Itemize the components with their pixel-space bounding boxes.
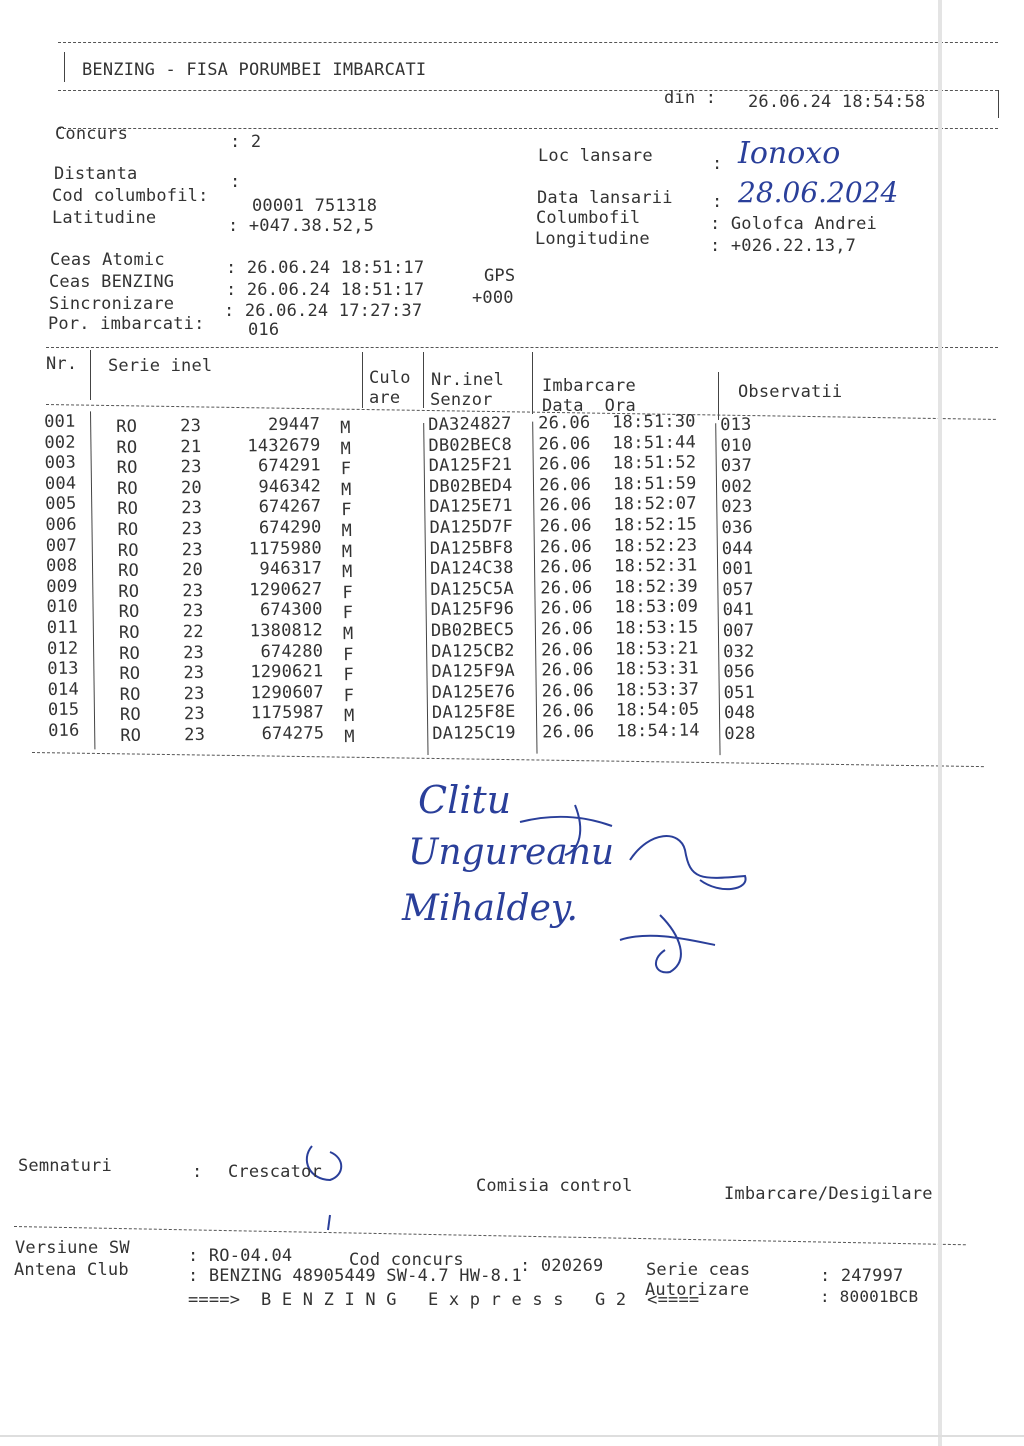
- cell-an: 20: [181, 560, 204, 581]
- cell-inel: 674267: [258, 496, 322, 518]
- data-lansarii-colon: :: [712, 192, 723, 212]
- cell-senzor: DA125D7F: [429, 516, 514, 538]
- cell-inel: 674275: [261, 723, 325, 745]
- cell-inel: 674300: [259, 599, 323, 621]
- cell-tara: RO: [118, 602, 140, 623]
- cell-data: 26.06: [541, 660, 594, 681]
- cell-inel: 1432679: [247, 434, 321, 456]
- cell-obs: 044: [721, 538, 754, 559]
- cell-inel: 946342: [258, 476, 322, 497]
- cell-senzor: DA125F9A: [431, 661, 516, 683]
- cell-tara: RO: [116, 478, 139, 499]
- cell-an: 21: [180, 436, 202, 457]
- cell-obs: 037: [720, 455, 753, 477]
- cell-ora: 18:52:23: [613, 535, 698, 557]
- cell-inel: 1290607: [250, 682, 324, 704]
- cell-tara: RO: [116, 457, 138, 479]
- cell-sex: M: [343, 706, 355, 727]
- loc-lansare-handwritten: Ionoxo: [738, 136, 841, 171]
- serie-ceas-label: Serie ceas: [646, 1260, 751, 1280]
- cell-obs: 057: [722, 579, 754, 600]
- cell-senzor: DA125F21: [428, 455, 513, 477]
- cell-data: 26.06: [540, 618, 594, 640]
- cod-concurs-value: : 020269: [520, 1256, 604, 1276]
- cell-an: 23: [182, 580, 204, 602]
- concurs-value-field: : 2: [230, 132, 262, 152]
- cell-an: 23: [184, 724, 206, 746]
- cell-inel: 946317: [259, 558, 323, 580]
- cell-ora: 18:51:59: [612, 473, 697, 495]
- cell-an: 20: [180, 477, 203, 499]
- cell-data: 26.06: [542, 721, 595, 743]
- porumbei-imbarcati-value: 016: [248, 320, 280, 340]
- autorizare-value: : 80001BCB: [820, 1287, 919, 1306]
- porumbei-imbarcati-label: Por. imbarcati:: [48, 314, 205, 334]
- cell-senzor: DA124C38: [429, 558, 514, 580]
- semnaturi-colon: :: [192, 1162, 203, 1182]
- longitudine-label: Longitudine: [535, 229, 650, 249]
- header-senzor-1: Nr.inel: [431, 370, 505, 390]
- latitudine-value-field: : +047.38.52,5: [228, 216, 375, 236]
- cell-inel: 29447: [267, 414, 321, 436]
- cell-sex: F: [340, 459, 352, 480]
- cell-tara: RO: [117, 560, 140, 582]
- cell-sex: M: [340, 479, 352, 500]
- cell-an: 23: [181, 498, 203, 519]
- cell-obs: 028: [724, 723, 756, 745]
- cell-nr: 008: [45, 555, 78, 577]
- crescator-label: Crescator: [228, 1162, 322, 1182]
- cell-data: 26.06: [540, 598, 593, 619]
- serie-ceas-value: : 247997: [820, 1266, 904, 1286]
- cell-nr: 009: [46, 576, 78, 597]
- cell-obs: 036: [721, 517, 754, 539]
- header-nr: Nr.: [46, 354, 78, 374]
- report-title: BENZING - FISA PORUMBEI IMBARCATI: [82, 60, 427, 80]
- antena-club-label: Antena Club: [14, 1260, 129, 1280]
- cell-sex: F: [343, 665, 355, 686]
- cell-senzor: DB02BEC5: [430, 619, 515, 641]
- cell-senzor: DA125E71: [429, 496, 513, 518]
- cell-ora: 18:52:39: [614, 576, 698, 598]
- cell-sex: F: [342, 582, 353, 603]
- cell-data: 26.06: [539, 557, 593, 578]
- cell-data: 26.06: [538, 454, 592, 475]
- cell-tara: RO: [119, 684, 141, 705]
- cell-obs: 048: [723, 703, 756, 724]
- ceas-atomic-value: 26.06.24 18:51:17: [246, 258, 425, 278]
- header-culoare-1: Culo: [369, 368, 411, 388]
- cell-nr: 013: [47, 658, 79, 680]
- cell-ora: 18:54:14: [616, 720, 700, 742]
- cell-senzor: DA125E76: [431, 681, 516, 703]
- cell-sex: M: [344, 726, 355, 748]
- cell-data: 26.06: [538, 433, 591, 455]
- cell-sex: M: [342, 623, 354, 645]
- cell-nr: 016: [48, 720, 80, 741]
- cell-sex: M: [340, 417, 351, 439]
- versiune-sw-value: : RO-04.04: [188, 1246, 293, 1266]
- scan-edge-shadow: [938, 0, 942, 1446]
- cell-data: 26.06: [539, 515, 592, 537]
- cell-an: 23: [180, 415, 202, 437]
- cell-nr: 011: [46, 617, 79, 638]
- report-date-label: din :: [664, 88, 717, 108]
- cell-sex: M: [341, 520, 353, 542]
- cell-ora: 18:53:31: [615, 658, 700, 680]
- cell-ora: 18:53:21: [615, 638, 699, 660]
- ceas-benzing-suffix: +000: [472, 288, 514, 308]
- cod-columbofil-label: Cod columbofil:: [52, 186, 209, 206]
- cell-inel: 674280: [260, 640, 324, 662]
- sincronizare-value-field: : 26.06.24 17:27:37: [224, 301, 423, 321]
- autorizare-label: Autorizare: [645, 1280, 750, 1300]
- cell-nr: 014: [47, 679, 80, 700]
- ceas-atomic-label: Ceas Atomic: [50, 250, 165, 270]
- signature-line-1: Clitu: [418, 778, 512, 822]
- columbofil-value-field: : Golofca Andrei: [710, 214, 877, 234]
- cell-senzor: DA125BF8: [429, 537, 514, 559]
- cell-ora: 18:51:44: [612, 432, 697, 454]
- cell-tara: RO: [119, 705, 141, 726]
- cell-an: 23: [181, 518, 203, 540]
- cell-tara: RO: [118, 581, 140, 602]
- cell-data: 26.06: [541, 639, 594, 661]
- cell-senzor: DB02BED4: [428, 475, 513, 497]
- header-imbarcare-1: Imbarcare: [542, 376, 636, 396]
- distanta-value-field: :: [230, 172, 251, 192]
- cell-tara: RO: [120, 725, 142, 747]
- cell-nr: 015: [47, 699, 80, 721]
- comisia-control-label: Comisia control: [476, 1176, 633, 1196]
- loc-lansare-colon: :: [712, 154, 723, 174]
- cell-nr: 002: [44, 432, 76, 453]
- cell-obs: 051: [723, 682, 756, 703]
- cell-inel: 1175980: [248, 537, 322, 559]
- cell-data: 26.06: [538, 412, 591, 434]
- cell-an: 23: [181, 539, 203, 560]
- cell-obs: 007: [722, 620, 755, 642]
- cell-an: 23: [182, 601, 204, 622]
- scan-bottom-edge: [0, 1435, 1024, 1437]
- cell-inel: 1380812: [249, 620, 324, 642]
- cell-senzor: DA125CB2: [431, 640, 515, 662]
- cell-inel: 1290621: [250, 661, 324, 683]
- cell-an: 23: [183, 642, 205, 663]
- cod-concurs-label: Cod concurs: [349, 1250, 464, 1270]
- cell-data: 26.06: [539, 495, 592, 516]
- distanta-label: Distanta: [54, 164, 138, 184]
- latitudine-label: Latitudine: [52, 208, 157, 228]
- cell-ora: 18:52:15: [613, 514, 698, 536]
- longitudine-value-field: : +026.22.13,7: [710, 236, 857, 256]
- cell-sex: M: [340, 438, 352, 459]
- sincronizare-label: Sincronizare: [49, 294, 175, 314]
- header-culoare-2: are: [369, 388, 401, 408]
- cell-nr: 003: [44, 452, 77, 474]
- cell-data: 26.06: [541, 680, 595, 702]
- cell-obs: 001: [721, 558, 754, 580]
- ceas-benzing-value: 26.06.24 18:51:17: [246, 280, 425, 300]
- semnaturi-label: Semnaturi: [18, 1156, 112, 1176]
- imbarcare-desigilare-label: Imbarcare/Desigilare: [724, 1184, 933, 1204]
- cell-obs: 056: [723, 661, 755, 683]
- loc-lansare-label: Loc lansare: [538, 146, 653, 166]
- report-date-value: 26.06.24 18:54:58: [748, 92, 926, 112]
- cell-tara: RO: [116, 416, 138, 438]
- cell-data: 26.06: [540, 577, 593, 599]
- cell-inel: 1175987: [250, 702, 325, 724]
- cell-nr: 006: [45, 514, 77, 535]
- cell-nr: 001: [44, 411, 76, 432]
- antena-club-value: : BENZING 48905449 SW-4.7 HW-8.1: [188, 1266, 522, 1286]
- cell-obs: 002: [720, 476, 753, 497]
- columbofil-value: Golofca Andrei: [730, 214, 877, 234]
- header-observatii: Observatii: [738, 382, 843, 402]
- cell-tara: RO: [117, 519, 139, 541]
- cell-ora: 18:51:52: [612, 452, 697, 474]
- cell-tara: RO: [119, 663, 141, 685]
- cell-obs: 023: [721, 497, 753, 518]
- cell-obs: 041: [722, 600, 755, 621]
- cell-nr: 010: [46, 596, 78, 618]
- cell-obs: 013: [720, 414, 752, 436]
- cell-an: 23: [183, 704, 205, 725]
- cod-columbofil-value: 00001 751318: [252, 196, 378, 216]
- cell-ora: 18:52:07: [613, 493, 697, 515]
- cell-nr: 004: [44, 473, 77, 494]
- latitudine-value: +047.38.52,5: [248, 216, 375, 236]
- cell-senzor: DA125C19: [432, 722, 516, 744]
- benzing-express-banner: ====> B E N Z I N G E x p r e s s G 2 <====: [188, 1290, 700, 1310]
- cell-senzor: DA125F8E: [431, 702, 516, 724]
- cell-tara: RO: [119, 643, 141, 664]
- data-lansarii-label: Data lansarii: [537, 188, 673, 208]
- cell-ora: 18:53:15: [614, 617, 699, 639]
- cell-senzor: DA125F96: [430, 599, 515, 621]
- cell-sex: F: [343, 685, 355, 706]
- cell-nr: 012: [46, 638, 79, 659]
- signature-line-2: Ungureanu: [408, 832, 615, 873]
- cell-an: 23: [183, 683, 205, 704]
- cell-tara: RO: [117, 540, 139, 561]
- cell-obs: 010: [720, 435, 752, 456]
- cell-inel: 674291: [257, 455, 321, 477]
- cell-nr: 005: [45, 493, 77, 515]
- data-lansarii-handwritten: 28.06.2024: [738, 176, 899, 209]
- versiune-sw-label: Versiune SW: [15, 1238, 130, 1258]
- cell-senzor: DA125C5A: [430, 578, 514, 600]
- cell-inel: 674290: [258, 517, 322, 539]
- cell-tara: RO: [118, 622, 140, 644]
- cell-ora: 18:52:31: [613, 555, 698, 577]
- cell-ora: 18:53:37: [615, 679, 700, 701]
- cell-an: 23: [183, 663, 205, 684]
- cell-tara: RO: [116, 437, 138, 458]
- cell-obs: 032: [723, 641, 755, 662]
- cell-sex: F: [342, 603, 354, 624]
- cell-data: 26.06: [539, 536, 593, 558]
- cell-inel: 1290627: [249, 579, 323, 601]
- header-serie-inel: Serie inel: [108, 356, 213, 376]
- signature-line-3: Mihaldey.: [402, 888, 578, 929]
- cell-ora: 18:54:05: [615, 699, 700, 721]
- concurs-label: Concurs: [55, 124, 129, 144]
- cell-ora: 18:51:30: [612, 411, 696, 433]
- header-senzor-2: Senzor: [430, 390, 493, 410]
- cell-an: 22: [182, 621, 204, 643]
- cell-nr: 007: [45, 535, 78, 556]
- cell-data: 26.06: [541, 701, 595, 722]
- cell-senzor: DA324827: [428, 413, 512, 435]
- longitudine-value: +026.22.13,7: [730, 236, 857, 256]
- ceas-atomic-value-field: : 26.06.24 18:51:17: [226, 258, 425, 278]
- cell-data: 26.06: [538, 474, 592, 496]
- cell-sex: F: [341, 500, 352, 521]
- cell-sex: M: [341, 562, 353, 583]
- cell-senzor: DB02BEC8: [428, 434, 513, 456]
- columbofil-label: Columbofil: [536, 208, 641, 228]
- ceas-benzing-label: Ceas BENZING: [49, 272, 175, 292]
- ceas-benzing-value-field: : 26.06.24 18:51:17: [226, 280, 425, 300]
- ceas-atomic-suffix: GPS: [484, 266, 516, 286]
- concurs-value: 2: [250, 132, 262, 152]
- header-imbarcare-2: Data Ora: [542, 396, 636, 416]
- cell-ora: 18:53:09: [614, 596, 699, 618]
- sincronizare-value: 26.06.24 17:27:37: [244, 301, 423, 321]
- cell-tara: RO: [117, 499, 139, 520]
- cell-an: 23: [180, 457, 202, 478]
- cell-sex: F: [343, 644, 354, 665]
- cell-sex: M: [341, 541, 353, 562]
